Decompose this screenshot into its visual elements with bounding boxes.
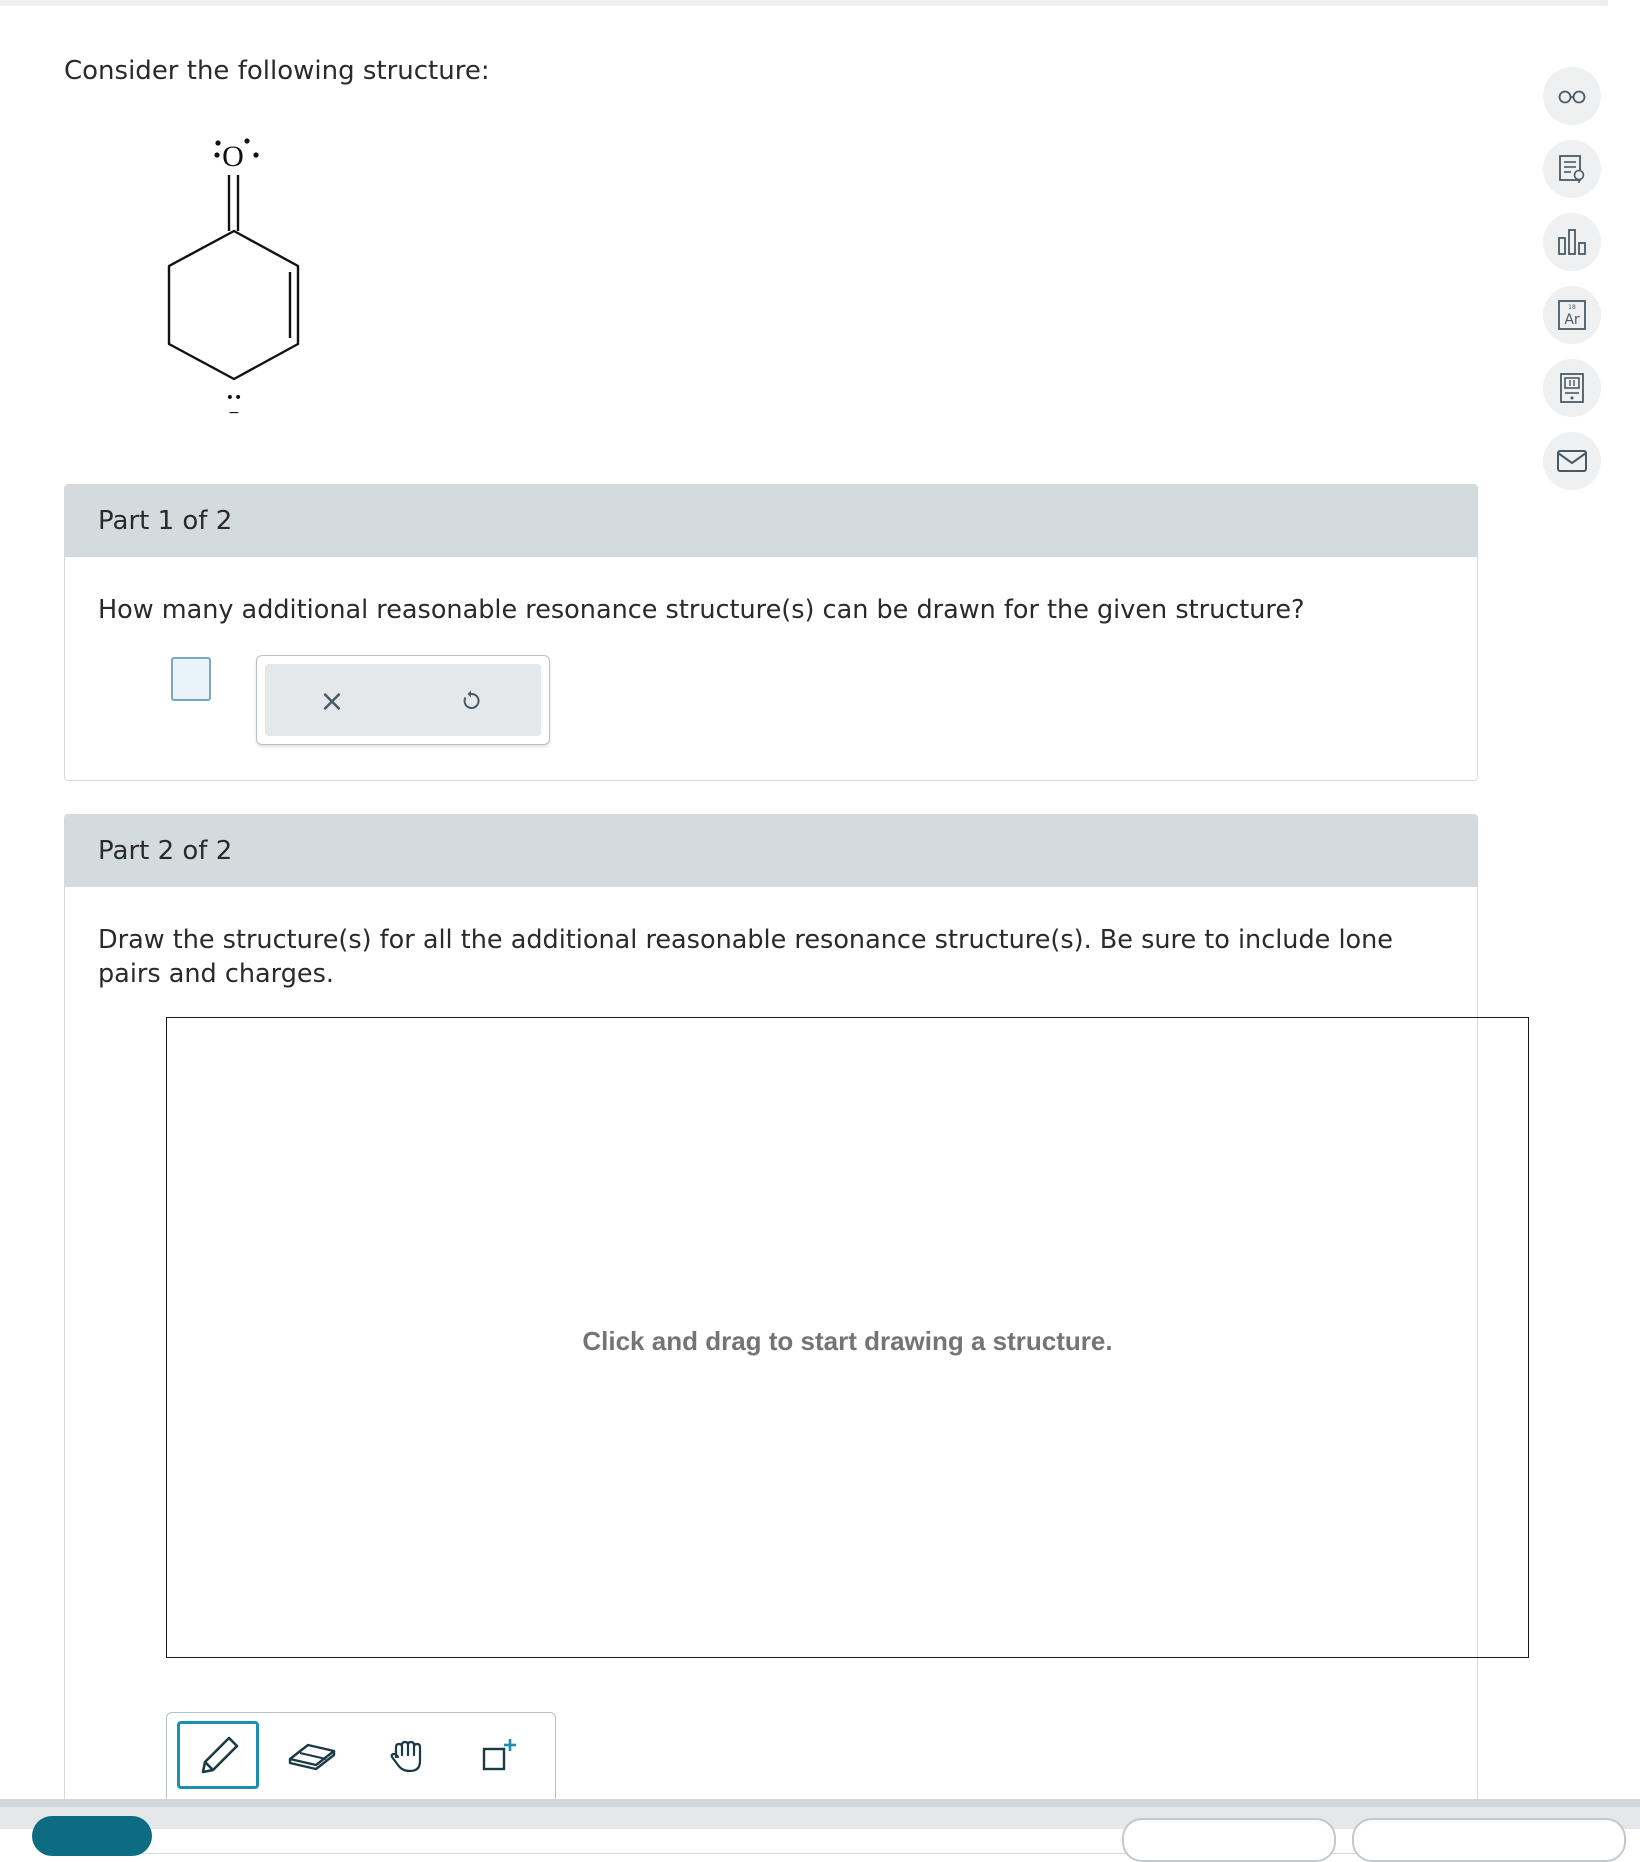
canvas-hint: Click and drag to start drawing a structure. bbox=[582, 1326, 1113, 1356]
mail-icon bbox=[1555, 447, 1589, 475]
oxygen-lone-pair-dot bbox=[244, 138, 249, 143]
part1-panel bbox=[64, 484, 1478, 781]
part1-header: Part 1 of 2 bbox=[65, 485, 1477, 557]
pencil-icon bbox=[193, 1730, 243, 1780]
cyclohexene-ring bbox=[169, 231, 298, 379]
molecule-structure bbox=[140, 128, 320, 418]
bottom-secondary-button[interactable] bbox=[1122, 1818, 1336, 1862]
pencil-tool-button[interactable] bbox=[177, 1721, 259, 1789]
hand-tool-button[interactable] bbox=[367, 1721, 449, 1789]
carbanion-charge: − bbox=[228, 405, 240, 418]
eraser-tool-button[interactable] bbox=[271, 1721, 353, 1789]
notes-button[interactable] bbox=[1543, 140, 1601, 198]
part2-question: Draw the structure(s) for all the additional reasonable resonance structure(s). Be sure to include lone pairs and charges. bbox=[98, 925, 1393, 989]
part2-header: Part 2 of 2 bbox=[65, 815, 1477, 887]
answer-input[interactable] bbox=[171, 657, 211, 701]
calculator-icon bbox=[1557, 371, 1587, 405]
periodic-table-icon bbox=[1556, 298, 1588, 332]
carbanion-lone-pair: •• bbox=[225, 390, 243, 406]
eraser-icon bbox=[286, 1735, 338, 1775]
add-structure-button[interactable] bbox=[457, 1721, 539, 1789]
hand-icon bbox=[386, 1733, 430, 1777]
bar-chart-icon bbox=[1555, 225, 1589, 259]
bottom-tertiary-button[interactable] bbox=[1352, 1818, 1626, 1862]
periodic-mass: 18 bbox=[1568, 304, 1576, 311]
glasses-button[interactable] bbox=[1543, 67, 1601, 125]
notes-icon bbox=[1557, 153, 1587, 185]
mail-button[interactable] bbox=[1543, 432, 1601, 490]
periodic-symbol: Ar bbox=[1564, 312, 1580, 328]
bottom-primary-button[interactable] bbox=[32, 1816, 152, 1856]
oxygen-lone-pair-dot bbox=[214, 152, 219, 157]
add-box-icon bbox=[476, 1733, 520, 1777]
calculator-button[interactable] bbox=[1543, 359, 1601, 417]
undo-icon bbox=[459, 689, 483, 713]
periodic-table-button[interactable] bbox=[1543, 286, 1601, 344]
close-icon: × bbox=[319, 683, 345, 719]
oxygen-label: O bbox=[222, 140, 244, 173]
glasses-icon bbox=[1556, 86, 1588, 106]
drawing-canvas[interactable] bbox=[166, 1017, 1529, 1658]
intro-text: Consider the following structure: bbox=[64, 56, 490, 86]
oxygen-lone-pair-dot bbox=[215, 140, 220, 145]
oxygen-lone-pair-dot bbox=[253, 152, 258, 157]
undo-button[interactable] bbox=[456, 686, 486, 716]
bar-chart-button[interactable] bbox=[1543, 213, 1601, 271]
clear-button[interactable] bbox=[317, 683, 347, 719]
top-progress-bar bbox=[0, 0, 1608, 6]
part1-question: How many additional reasonable resonance structure(s) can be drawn for the given structure? bbox=[98, 595, 1305, 625]
answer-action-group bbox=[256, 655, 550, 745]
